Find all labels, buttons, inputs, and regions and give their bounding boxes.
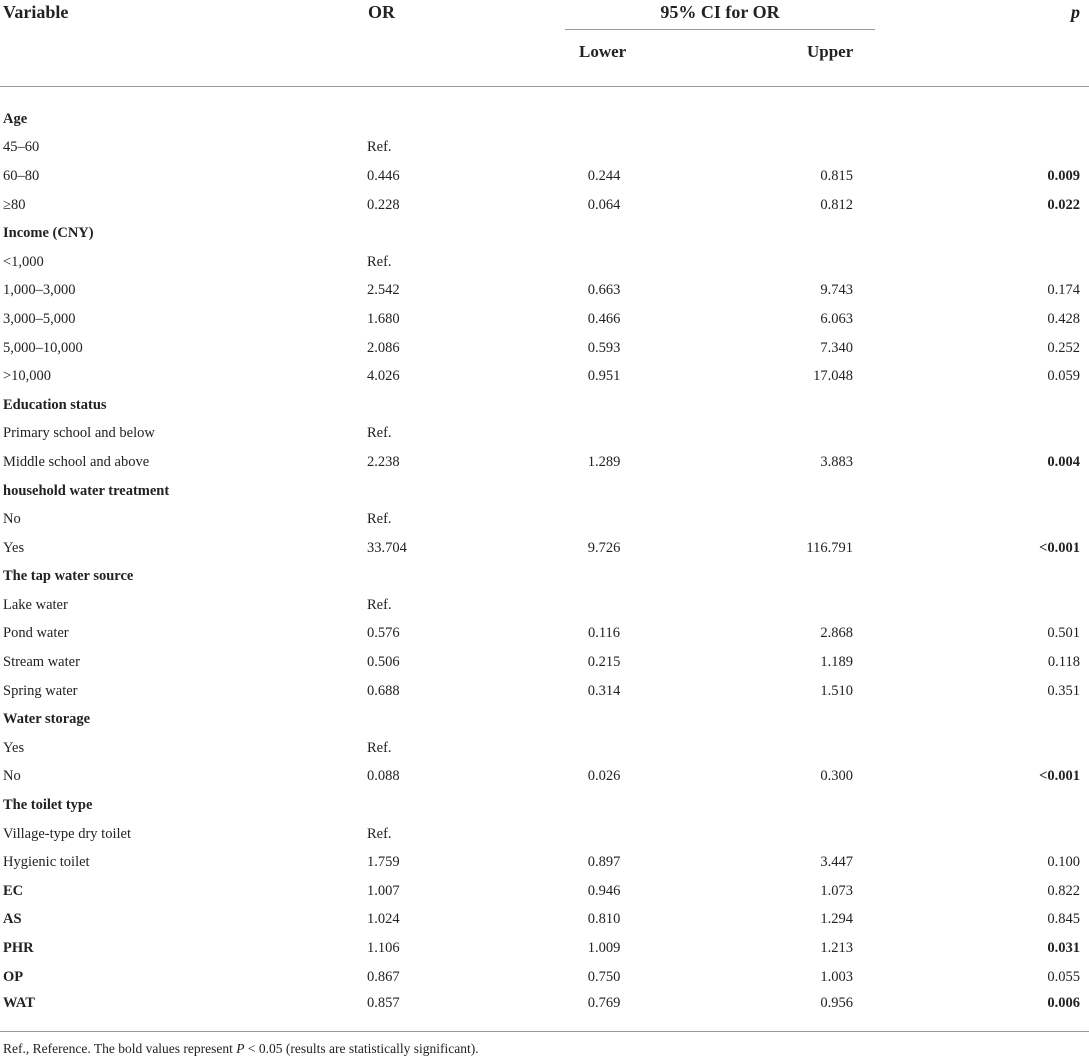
row-p: 0.252	[1047, 339, 1080, 356]
row-lower: 0.244	[587, 167, 621, 184]
row-lower	[565, 420, 643, 449]
row-lower	[565, 134, 643, 163]
row-p: 0.501	[1047, 625, 1080, 642]
table-header	[0, 0, 1089, 87]
row-or	[300, 391, 565, 420]
table-row	[0, 362, 1089, 391]
row-lower	[565, 219, 643, 248]
row-lower: 0.951	[587, 368, 621, 385]
row-or: 0.688	[367, 682, 400, 699]
row-lower: 0.593	[587, 339, 621, 356]
row-label: Spring water	[3, 682, 78, 699]
row-or: Ref.	[367, 739, 392, 756]
row-lower	[565, 87, 643, 134]
row-upper: 116.791	[806, 539, 853, 556]
table-group-row	[0, 705, 1089, 734]
row-p	[875, 477, 1089, 506]
row-or: 0.857	[300, 991, 565, 1032]
row-lower	[565, 591, 643, 620]
row-or: 2.238	[367, 453, 400, 470]
row-upper: 0.956	[643, 991, 875, 1032]
table-group-row	[0, 87, 1089, 134]
row-label: 60–80	[3, 167, 40, 184]
row-p	[875, 820, 1089, 849]
row-upper: 1.294	[820, 911, 853, 928]
row-p	[875, 734, 1089, 763]
row-lower	[565, 477, 643, 506]
row-p: 0.022	[1047, 196, 1080, 213]
table-row	[0, 420, 1089, 449]
row-or: Ref.	[367, 511, 392, 528]
row-upper	[643, 248, 875, 277]
row-lower: 0.215	[587, 654, 621, 671]
row-p	[875, 705, 1089, 734]
row-lower: 0.750	[587, 968, 621, 985]
row-or: Ref.	[367, 253, 392, 270]
row-or: 0.446	[367, 167, 400, 184]
row-or: Ref.	[367, 596, 392, 613]
row-or: 1.024	[367, 911, 400, 928]
row-upper	[643, 820, 875, 849]
row-p	[875, 563, 1089, 592]
row-p	[875, 219, 1089, 248]
row-lower	[565, 391, 643, 420]
row-p: 0.059	[1047, 368, 1080, 385]
row-or: 1.759	[367, 854, 400, 871]
header-ci: 95% CI for OR	[565, 2, 875, 30]
row-label: ≥80	[3, 196, 26, 213]
row-upper	[643, 591, 875, 620]
row-lower: 0.897	[587, 854, 621, 871]
row-label: 1,000–3,000	[3, 282, 76, 299]
row-lower: 0.663	[587, 282, 621, 299]
row-or: 1.106	[367, 940, 400, 957]
row-upper	[643, 705, 875, 734]
row-label: PHR	[3, 940, 34, 957]
table-group-row	[0, 563, 1089, 592]
row-label: Village-type dry toilet	[3, 825, 131, 842]
row-label: Stream water	[3, 654, 80, 671]
row-label: OP	[3, 968, 24, 985]
table-body	[0, 87, 1089, 1032]
row-label: <1,000	[3, 253, 44, 270]
table-row	[0, 906, 1089, 935]
row-or: 0.867	[367, 968, 400, 985]
row-p	[875, 505, 1089, 534]
row-upper	[643, 87, 875, 134]
row-lower	[565, 705, 643, 734]
row-label: Education status	[3, 396, 107, 413]
row-or: Ref.	[367, 139, 392, 156]
row-p: <0.001	[1039, 539, 1080, 556]
row-label: The tap water source	[3, 568, 134, 585]
row-lower: 9.726	[587, 539, 621, 556]
header-p: p	[1071, 2, 1080, 22]
table-row	[0, 448, 1089, 477]
row-upper: 0.300	[820, 768, 853, 785]
header-upper: Upper	[807, 42, 854, 61]
table-row	[0, 734, 1089, 763]
row-upper	[643, 563, 875, 592]
header-variable: Variable	[3, 2, 69, 22]
row-lower	[565, 505, 643, 534]
header-blank-3	[875, 32, 1089, 87]
table-row	[0, 763, 1089, 792]
row-or: Ref.	[367, 425, 392, 442]
row-p: 0.009	[1047, 167, 1080, 184]
row-upper: 1.189	[820, 654, 853, 671]
header-or: OR	[368, 2, 395, 22]
table-row	[0, 162, 1089, 191]
header-blank-2	[300, 32, 565, 87]
row-label: The toilet type	[3, 797, 93, 814]
row-label: AS	[3, 911, 22, 928]
row-label: 45–60	[3, 139, 40, 156]
row-label: Pond water	[3, 625, 69, 642]
row-upper: 1.510	[820, 682, 853, 699]
table-footnote	[0, 1041, 1089, 1057]
row-upper	[643, 505, 875, 534]
row-upper: 0.815	[820, 167, 853, 184]
row-p: 0.006	[875, 991, 1089, 1032]
row-or: 0.576	[367, 625, 400, 642]
table-group-row	[0, 219, 1089, 248]
row-upper	[643, 791, 875, 820]
table-row	[0, 820, 1089, 849]
row-label: >10,000	[3, 368, 52, 385]
table-row	[0, 620, 1089, 649]
row-or: 2.542	[367, 282, 400, 299]
row-lower: 0.769	[565, 991, 643, 1032]
row-label: Yes	[3, 539, 25, 556]
row-or: 2.086	[367, 339, 400, 356]
row-or	[300, 219, 565, 248]
row-p	[875, 248, 1089, 277]
row-lower: 1.009	[587, 940, 621, 957]
row-or	[300, 791, 565, 820]
table-row	[0, 334, 1089, 363]
row-or	[300, 477, 565, 506]
table-row	[0, 991, 1089, 1032]
row-or: Ref.	[367, 825, 392, 842]
row-label: Lake water	[3, 596, 68, 613]
row-upper	[643, 219, 875, 248]
row-lower	[565, 734, 643, 763]
row-upper	[643, 477, 875, 506]
row-p: 0.031	[1047, 940, 1080, 957]
row-label: household water treatment	[3, 482, 170, 499]
row-p: 0.174	[1047, 282, 1080, 299]
row-upper	[643, 420, 875, 449]
table-row	[0, 963, 1089, 992]
table-row	[0, 134, 1089, 163]
row-upper: 2.868	[820, 625, 853, 642]
row-p: 0.055	[1047, 968, 1080, 985]
row-p	[875, 591, 1089, 620]
row-label: Middle school and above	[3, 453, 150, 470]
table-row	[0, 877, 1089, 906]
row-upper: 6.063	[820, 310, 853, 327]
row-label: No	[3, 511, 21, 528]
row-upper: 1.213	[820, 940, 853, 957]
row-lower: 0.314	[587, 682, 621, 699]
row-upper: 17.048	[813, 368, 853, 385]
table-row	[0, 191, 1089, 220]
table-row	[0, 848, 1089, 877]
row-p	[875, 87, 1089, 134]
row-or	[300, 563, 565, 592]
row-upper: 0.812	[820, 196, 853, 213]
header-lower-upper-cell	[565, 32, 875, 87]
table-row	[0, 305, 1089, 334]
footnote-suffix: < 0.05 (results are statistically significant).	[244, 1041, 479, 1057]
row-label: 5,000–10,000	[3, 339, 83, 356]
row-lower: 0.466	[587, 310, 621, 327]
row-label: No	[3, 768, 21, 785]
table-row	[0, 534, 1089, 563]
row-lower: 0.810	[587, 911, 621, 928]
row-or: 33.704	[367, 539, 407, 556]
row-label: Water storage	[3, 711, 91, 728]
row-p: 0.100	[1047, 854, 1080, 871]
row-or: 1.680	[367, 310, 400, 327]
row-p: 0.822	[1047, 882, 1080, 899]
row-or: 4.026	[367, 368, 400, 385]
row-label: 3,000–5,000	[3, 310, 76, 327]
row-upper: 3.447	[820, 854, 853, 871]
table-row	[0, 591, 1089, 620]
row-upper	[643, 391, 875, 420]
row-lower: 0.946	[587, 882, 621, 899]
row-p: 0.118	[1047, 654, 1080, 671]
row-upper	[643, 134, 875, 163]
row-upper: 3.883	[820, 453, 853, 470]
table-row	[0, 648, 1089, 677]
row-p: 0.845	[1047, 911, 1080, 928]
table-group-row	[0, 477, 1089, 506]
row-or	[300, 87, 565, 134]
row-p: 0.004	[1047, 453, 1080, 470]
row-or: 0.088	[367, 768, 400, 785]
header-blank-1	[0, 32, 300, 87]
header-ci-cell	[565, 0, 875, 32]
row-p: <0.001	[1039, 768, 1080, 785]
row-p	[875, 791, 1089, 820]
row-lower: 0.116	[587, 625, 621, 642]
row-p: 0.351	[1047, 682, 1080, 699]
row-lower: 0.064	[587, 196, 621, 213]
header-lower: Lower	[579, 42, 627, 61]
row-or	[300, 705, 565, 734]
table-row	[0, 677, 1089, 706]
footnote-var: P	[236, 1041, 245, 1057]
row-label: Yes	[3, 739, 25, 756]
row-p	[875, 420, 1089, 449]
row-p: 0.428	[1047, 310, 1080, 327]
row-p	[875, 391, 1089, 420]
row-p	[875, 134, 1089, 163]
row-or: 0.228	[367, 196, 400, 213]
footnote-prefix: Ref., Reference. The bold values represent	[3, 1041, 237, 1057]
row-lower	[565, 248, 643, 277]
row-label: Primary school and below	[3, 425, 155, 442]
row-label: EC	[3, 882, 24, 899]
row-upper	[643, 734, 875, 763]
table-row	[0, 277, 1089, 306]
table-row	[0, 248, 1089, 277]
row-label: Age	[3, 110, 28, 127]
row-label: WAT	[0, 991, 300, 1032]
table-row	[0, 934, 1089, 963]
table-row	[0, 505, 1089, 534]
row-lower	[565, 820, 643, 849]
row-lower: 0.026	[587, 768, 621, 785]
row-lower	[565, 791, 643, 820]
row-label: Income (CNY)	[3, 225, 94, 242]
row-label: Hygienic toilet	[3, 854, 90, 871]
row-or: 0.506	[367, 654, 400, 671]
row-upper: 7.340	[820, 339, 853, 356]
table-group-row	[0, 791, 1089, 820]
row-lower: 1.289	[587, 453, 621, 470]
row-upper: 1.073	[820, 882, 853, 899]
row-or: 1.007	[367, 882, 400, 899]
table-group-row	[0, 391, 1089, 420]
row-lower	[565, 563, 643, 592]
row-upper: 1.003	[820, 968, 853, 985]
row-upper: 9.743	[820, 282, 853, 299]
